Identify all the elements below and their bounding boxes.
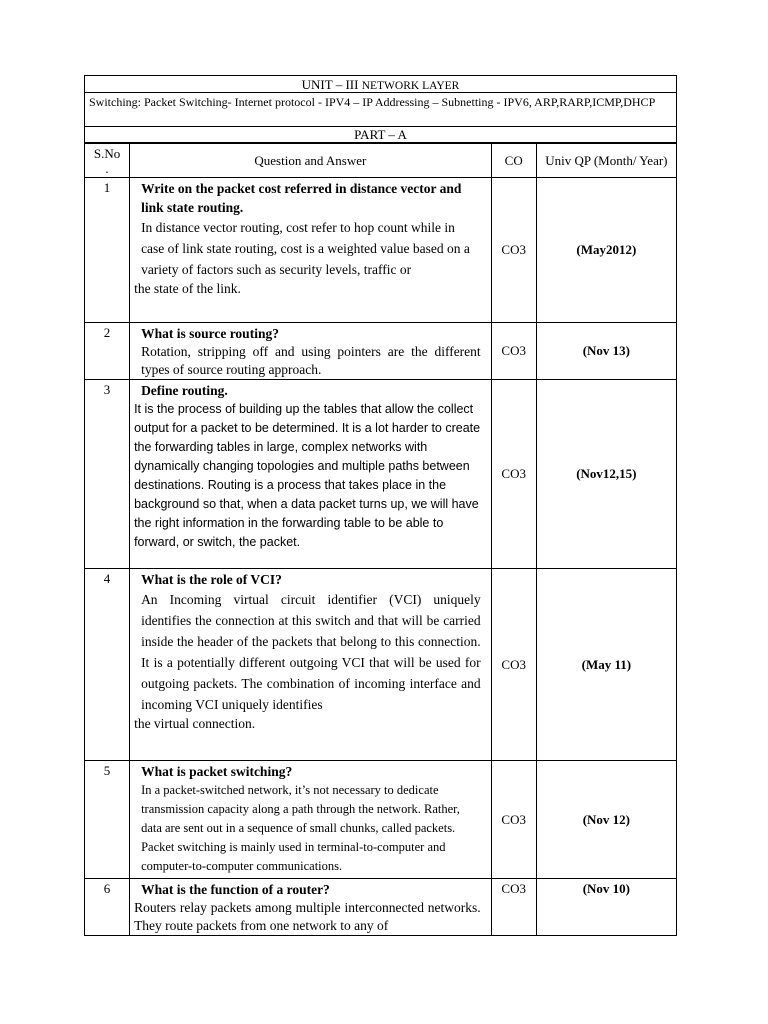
table-row bbox=[85, 380, 677, 569]
row-sno: 1 bbox=[85, 178, 130, 323]
table-header-row bbox=[85, 144, 677, 178]
unit-title-main: UNIT – III bbox=[301, 77, 362, 92]
row-sno: 2 bbox=[85, 323, 130, 380]
row-question: What is the role of VCI? bbox=[141, 572, 282, 587]
row-qp: (Nov 10) bbox=[536, 879, 676, 936]
table-row bbox=[85, 879, 677, 936]
row-question: What is source routing? bbox=[141, 326, 279, 341]
row-co: CO3 bbox=[491, 323, 536, 380]
qa-table bbox=[84, 143, 677, 936]
sno-header-label: S.No bbox=[93, 146, 121, 161]
table-row bbox=[85, 178, 677, 323]
row-co: CO3 bbox=[491, 569, 536, 761]
row-answer: Routers relay packets among multiple interconnected networks. They route packets from one network to any of bbox=[134, 900, 481, 933]
row-qa bbox=[130, 380, 492, 569]
row-qp: (May 11) bbox=[536, 569, 676, 761]
co-header: CO bbox=[491, 144, 536, 178]
part-heading: PART – A bbox=[84, 127, 677, 143]
row-co: CO3 bbox=[491, 761, 536, 879]
unit-title-small: NETWORK LAYER bbox=[361, 80, 460, 92]
table-row bbox=[85, 323, 677, 380]
question-bank-page bbox=[84, 75, 677, 936]
row-answer: Rotation, stripping off and using pointers are the different types of source routing approach. bbox=[141, 344, 481, 377]
row-sno: 5 bbox=[85, 761, 130, 879]
row-co: CO3 bbox=[491, 178, 536, 323]
row-question: What is packet switching? bbox=[141, 764, 293, 779]
row-qa bbox=[130, 178, 492, 323]
row-qa bbox=[130, 761, 492, 879]
row-qp: (Nov 12) bbox=[536, 761, 676, 879]
question-header: Question and Answer bbox=[130, 144, 492, 178]
univ-qp-header: Univ QP (Month/ Year) bbox=[536, 144, 676, 178]
row-sno: 6 bbox=[85, 879, 130, 936]
row-qp: (Nov 13) bbox=[536, 323, 676, 380]
table-row bbox=[85, 761, 677, 879]
row-sno: 4 bbox=[85, 569, 130, 761]
row-co: CO3 bbox=[491, 380, 536, 569]
row-qa bbox=[130, 569, 492, 761]
sno-header bbox=[85, 144, 130, 178]
row-answer: It is the process of building up the tables that allow the collect output for a packet to be determined. It is a lot harder to create the forwarding tables in large, complex networks with dynamically changing topologies and multiple paths between destinations. Routing is a process that takes place in the background so that, when a data packet turns up, we will have the right information in the forwarding table to be able to forward, or switch, the packet. bbox=[134, 402, 481, 549]
unit-title bbox=[84, 75, 677, 93]
row-question: Define routing. bbox=[141, 383, 228, 398]
row-qa bbox=[130, 879, 492, 936]
row-qp: (May2012) bbox=[536, 178, 676, 323]
unit-topics: Switching: Packet Switching- Internet protocol - IPV4 – IP Addressing – Subnetting - IPV6, ARP,RARP,ICMP,DHCP bbox=[84, 93, 677, 127]
row-sno: 3 bbox=[85, 380, 130, 569]
row-qa bbox=[130, 323, 492, 380]
row-answer: In a packet-switched network, it’s not necessary to dedicate transmission capacity along a path through the network. Rather, data are sent out in a sequence of small chunks, called packets. Packet switching is mainly used in terminal-to-computer and computer-to-computer communications. bbox=[141, 783, 460, 873]
row-question: Write on the packet cost referred in distance vector and link state routing. bbox=[141, 181, 462, 215]
row-answer-tail: the state of the link. bbox=[134, 281, 241, 296]
row-co: CO3 bbox=[491, 879, 536, 936]
row-question: What is the function of a router? bbox=[141, 882, 330, 897]
row-answer: In distance vector routing, cost refer to hop count while in case of link state routing, cost is a weighted value based on a variety of factors such as security levels, traffic or bbox=[141, 220, 470, 277]
table-row bbox=[85, 569, 677, 761]
sno-header-dot: . bbox=[105, 161, 109, 176]
row-answer: An Incoming virtual circuit identifier (VCI) uniquely identifies the connection at this switch and that will be carried inside the header of the packets that belong to this connection. It is a potentially different outgoing VCI that will be used for outgoing packets. The combination of incoming interface and incoming VCI uniquely identifies bbox=[141, 592, 481, 712]
row-answer-tail: the virtual connection. bbox=[134, 716, 256, 731]
row-qp: (Nov12,15) bbox=[536, 380, 676, 569]
